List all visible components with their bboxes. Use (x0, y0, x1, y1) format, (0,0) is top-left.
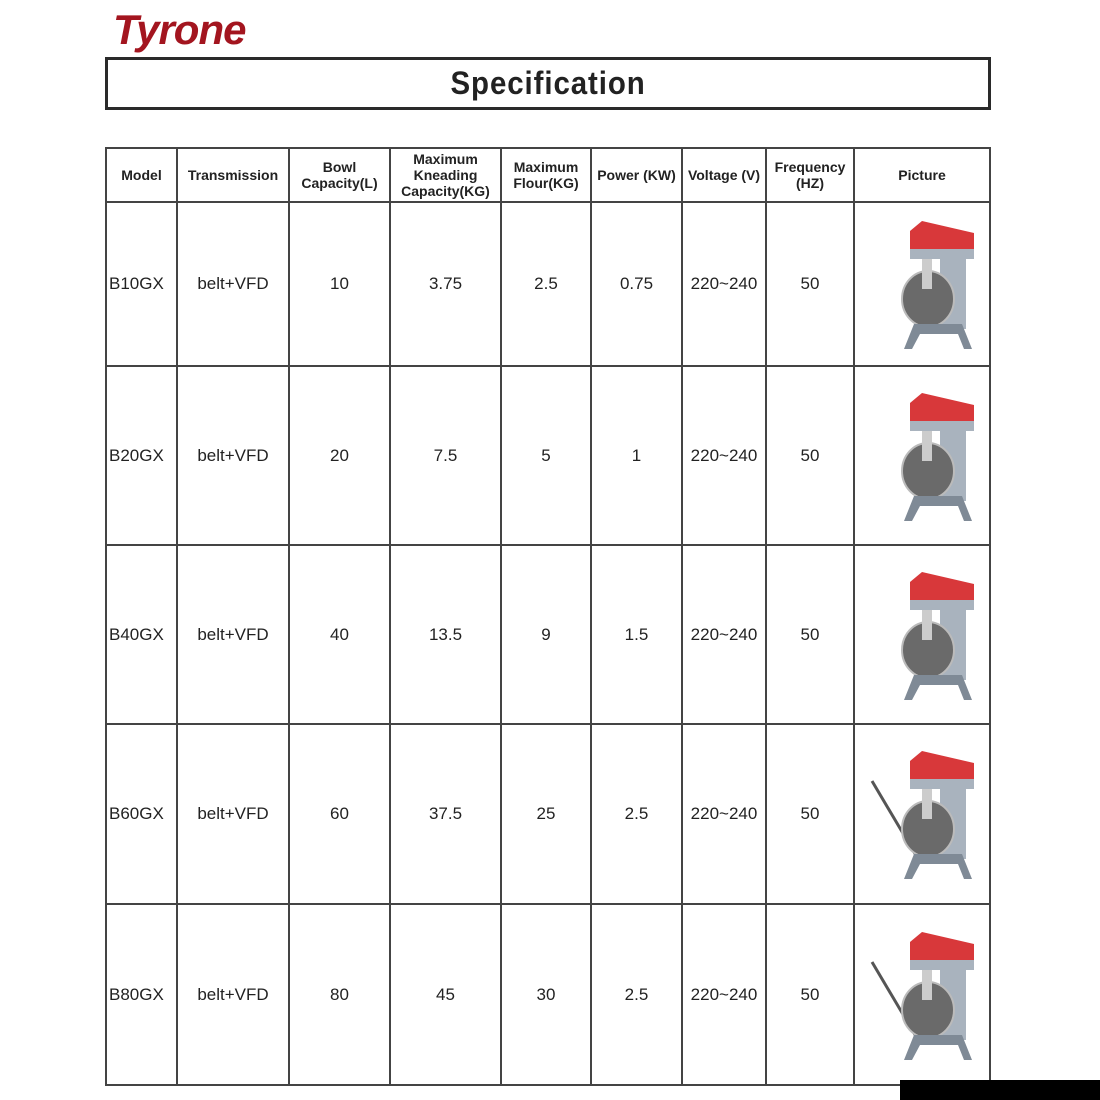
header-transmission: Transmission (177, 148, 289, 202)
cell-voltage: 220~240 (682, 202, 766, 366)
cell-bowl: 20 (289, 366, 390, 545)
cell-bowl: 10 (289, 202, 390, 366)
header-model: Model (106, 148, 177, 202)
cell-model: B80GX (106, 904, 177, 1085)
cell-frequency: 50 (766, 904, 854, 1085)
cell-picture (854, 202, 990, 366)
table-row (106, 545, 990, 724)
cell-frequency: 50 (766, 724, 854, 904)
cell-frequency: 50 (766, 366, 854, 545)
header-frequency: Frequency (HZ) (766, 148, 854, 202)
header-picture: Picture (854, 148, 990, 202)
title-box (105, 57, 991, 110)
cell-frequency: 50 (766, 545, 854, 724)
cell-picture (854, 904, 990, 1085)
cell-flour: 2.5 (501, 202, 591, 366)
mixer-image (855, 381, 989, 531)
cell-flour: 30 (501, 904, 591, 1085)
page-title: Specification (450, 65, 646, 101)
cell-model: B20GX (106, 366, 177, 545)
cell-picture (854, 724, 990, 904)
cell-model: B10GX (106, 202, 177, 366)
cell-voltage: 220~240 (682, 724, 766, 904)
cell-transmission: belt+VFD (177, 202, 289, 366)
cell-flour: 25 (501, 724, 591, 904)
cell-power: 2.5 (591, 904, 682, 1085)
mixer-image (855, 209, 989, 359)
cell-frequency: 50 (766, 202, 854, 366)
cell-transmission: belt+VFD (177, 545, 289, 724)
cell-transmission: belt+VFD (177, 904, 289, 1085)
cell-bowl: 60 (289, 724, 390, 904)
cell-kneading: 37.5 (390, 724, 501, 904)
header-bowl-capacity: Bowl Capacity(L) (289, 148, 390, 202)
header-voltage: Voltage (V) (682, 148, 766, 202)
table-row (106, 202, 990, 366)
cell-flour: 5 (501, 366, 591, 545)
cell-power: 0.75 (591, 202, 682, 366)
cell-power: 2.5 (591, 724, 682, 904)
mixer-with-arm-image (855, 920, 989, 1070)
cell-power: 1 (591, 366, 682, 545)
cell-model: B60GX (106, 724, 177, 904)
cell-power: 1.5 (591, 545, 682, 724)
table-header-row (106, 148, 990, 202)
cell-picture (854, 366, 990, 545)
table-row (106, 366, 990, 545)
header-max-flour: Maximum Flour(KG) (501, 148, 591, 202)
cell-bowl: 40 (289, 545, 390, 724)
cell-flour: 9 (501, 545, 591, 724)
spec-table (105, 147, 991, 1086)
mixer-with-arm-image (855, 739, 989, 889)
brand-logo: Tyrone (113, 6, 246, 53)
table-row (106, 904, 990, 1085)
cell-model: B40GX (106, 545, 177, 724)
cell-kneading: 45 (390, 904, 501, 1085)
cell-voltage: 220~240 (682, 545, 766, 724)
mixer-image (855, 560, 989, 710)
header-kneading-capacity: Maximum Kneading Capacity(KG) (390, 148, 501, 202)
cell-kneading: 7.5 (390, 366, 501, 545)
cell-voltage: 220~240 (682, 904, 766, 1085)
table-row (106, 724, 990, 904)
cell-transmission: belt+VFD (177, 724, 289, 904)
cell-kneading: 3.75 (390, 202, 501, 366)
header-power: Power (KW) (591, 148, 682, 202)
black-bar (900, 1080, 1100, 1100)
cell-bowl: 80 (289, 904, 390, 1085)
cell-voltage: 220~240 (682, 366, 766, 545)
cell-kneading: 13.5 (390, 545, 501, 724)
cell-picture (854, 545, 990, 724)
cell-transmission: belt+VFD (177, 366, 289, 545)
